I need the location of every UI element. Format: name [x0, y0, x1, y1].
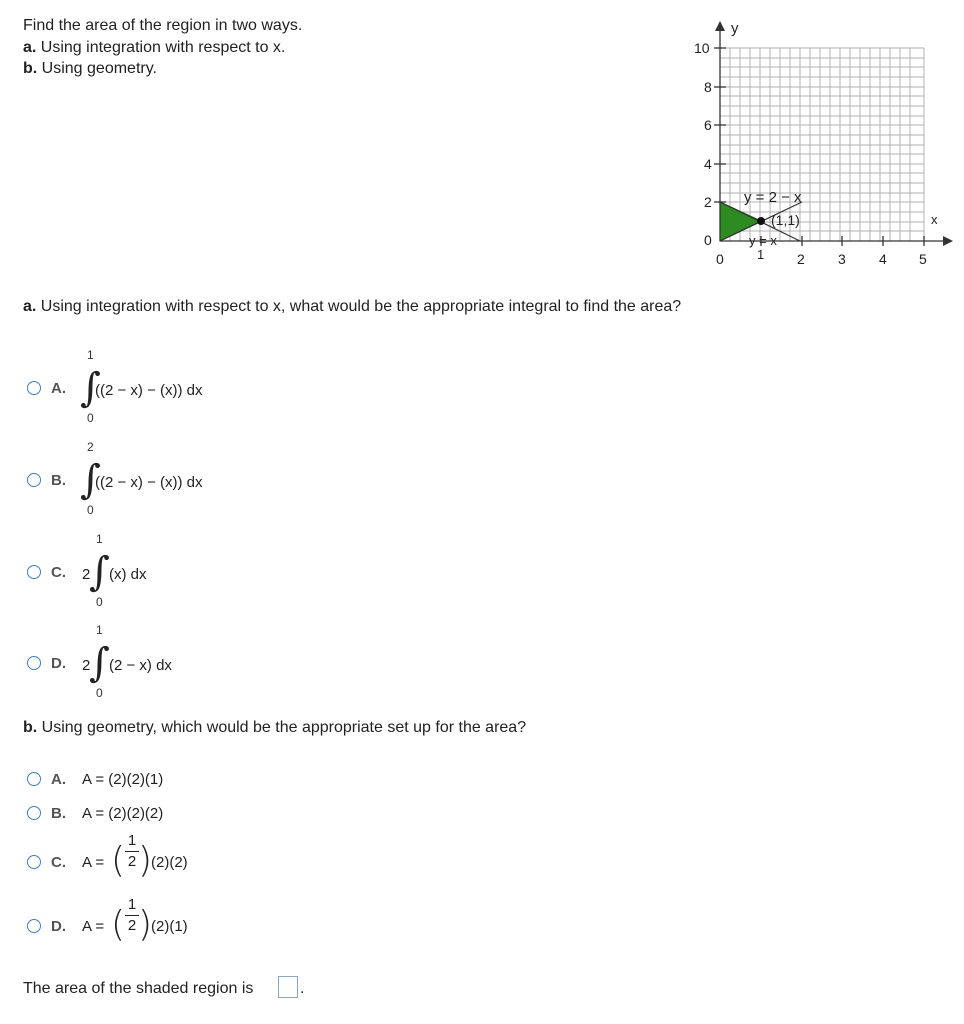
option-letter: A.	[51, 771, 66, 788]
left-paren: (	[111, 904, 126, 945]
y-tick-4: 4	[704, 156, 712, 172]
fraction-bar	[125, 915, 139, 916]
x-tick-1: 1	[757, 247, 765, 262]
intro-a-label: a.	[23, 39, 37, 56]
integrand: ((2 − x) − (x)) dx	[95, 382, 203, 399]
part-a-label: a.	[23, 298, 37, 315]
lower-limit: 0	[96, 686, 103, 700]
x-tick-2: 2	[797, 251, 805, 267]
intro-b-text: Using geometry.	[41, 60, 157, 77]
upper-limit: 2	[87, 440, 94, 454]
curve1-label: y = 2 − x	[744, 189, 802, 206]
lower-limit: 0	[87, 411, 94, 425]
part-b-label: b.	[23, 719, 38, 736]
option-letter: B.	[51, 805, 66, 822]
y-tick-2: 2	[704, 194, 712, 210]
fraction	[125, 832, 139, 871]
integral-sign: ∫	[89, 549, 110, 595]
radio-b-option-a[interactable]	[27, 772, 41, 786]
fraction-numerator: 1	[127, 896, 137, 913]
radio-b-option-c[interactable]	[27, 855, 41, 869]
curve2-label: y = x	[749, 233, 777, 248]
option-formula: A = (2)(2)(2)	[82, 805, 164, 822]
option-letter: D.	[51, 655, 66, 672]
point-label: (1,1)	[771, 212, 800, 228]
formula-suffix: (2)(1)	[151, 918, 188, 935]
left-paren: (	[111, 840, 126, 881]
lower-limit: 0	[96, 595, 103, 609]
area-answer-input[interactable]	[278, 976, 298, 998]
part-b-question-text: Using geometry, which would be the appropriate set up for the area?	[41, 719, 527, 736]
option-formula: A = (2)(2)(1)	[82, 771, 164, 788]
fraction-denominator: 2	[127, 853, 137, 870]
intro-a-text: Using integration with respect to x.	[40, 39, 286, 56]
formula-prefix: A =	[82, 854, 105, 871]
integral-sign: ∫	[80, 365, 101, 411]
option-letter: D.	[51, 918, 66, 935]
fraction-bar	[125, 851, 139, 852]
y-axis-label: y	[731, 20, 739, 37]
right-paren: )	[138, 904, 153, 945]
radio-a-option-a[interactable]	[27, 381, 41, 395]
radio-a-option-b[interactable]	[27, 473, 41, 487]
integral-sign: ∫	[89, 640, 110, 686]
final-period: .	[300, 980, 305, 997]
fraction	[125, 896, 139, 935]
intro-part-b	[23, 58, 157, 79]
y-tick-0: 0	[704, 232, 712, 248]
upper-limit: 1	[96, 532, 103, 546]
radio-a-option-d[interactable]	[27, 656, 41, 670]
intro-b-label: b.	[23, 60, 38, 77]
part-b-question	[23, 717, 526, 738]
radio-b-option-b[interactable]	[27, 806, 41, 820]
upper-limit: 1	[96, 623, 103, 637]
coefficient: 2	[82, 566, 91, 583]
intersection-point	[757, 217, 765, 225]
option-letter: A.	[51, 380, 66, 397]
y-tick-8: 8	[704, 79, 712, 95]
intro-line: Find the area of the region in two ways.	[23, 17, 303, 34]
upper-limit: 1	[87, 348, 94, 362]
integrand: (x) dx	[109, 566, 147, 583]
x-tick-5: 5	[919, 251, 927, 267]
graph-grid	[720, 48, 924, 241]
x-tick-4: 4	[879, 251, 887, 267]
y-tick-6: 6	[704, 117, 712, 133]
integral-sign: ∫	[80, 457, 101, 503]
region-graph	[690, 15, 962, 270]
radio-b-option-d[interactable]	[27, 919, 41, 933]
fraction-numerator: 1	[127, 832, 137, 849]
x-tick-3: 3	[838, 251, 846, 267]
option-letter: C.	[51, 564, 66, 581]
formula-prefix: A =	[82, 918, 105, 935]
fraction-denominator: 2	[127, 917, 137, 934]
option-letter: C.	[51, 854, 66, 871]
part-a-question	[23, 296, 681, 317]
right-paren: )	[138, 840, 153, 881]
coefficient: 2	[82, 657, 91, 674]
x-tick-0: 0	[716, 251, 724, 267]
y-tick-10: 10	[694, 40, 710, 56]
integrand: ((2 − x) − (x)) dx	[95, 474, 203, 491]
final-answer-prompt: The area of the shaded region is	[23, 980, 254, 997]
radio-a-option-c[interactable]	[27, 565, 41, 579]
x-axis-label: x	[931, 212, 938, 227]
lower-limit: 0	[87, 503, 94, 517]
integrand: (2 − x) dx	[109, 657, 172, 674]
intro-part-a	[23, 37, 285, 58]
formula-suffix: (2)(2)	[151, 854, 188, 871]
part-a-question-text: Using integration with respect to x, what would be the appropriate integral to find the area?	[40, 298, 682, 315]
option-letter: B.	[51, 472, 66, 489]
